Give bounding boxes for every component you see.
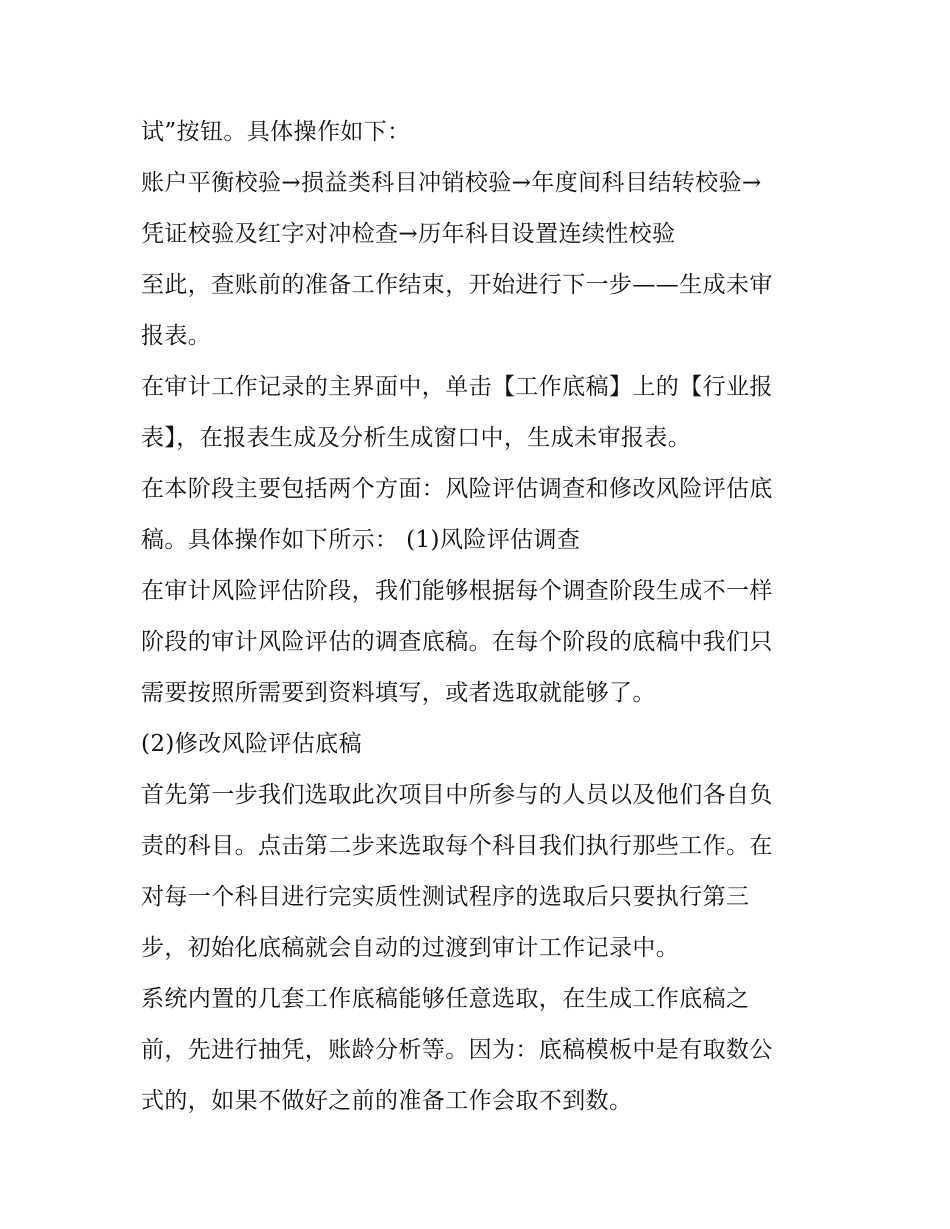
- text-line: 至此，查账前的准备工作结束，开始进行下一步——生成未审: [141, 272, 773, 298]
- text-line: 责的科目。点击第二步来选取每个科目我们执行那些工作。在: [141, 833, 773, 859]
- text-line: 在本阶段主要包括两个方面：风险评估调查和修改风险评估底: [141, 476, 773, 502]
- text-line: 系统内置的几套工作底稿能够任意选取，在生成工作底稿之: [141, 986, 750, 1012]
- text-line: 阶段的审计风险评估的调查底稿。在每个阶段的底稿中我们只: [141, 629, 773, 655]
- text-line: 式的，如果不做好之前的准备工作会取不到数。: [141, 1088, 633, 1114]
- text-line: 报表。: [141, 323, 212, 349]
- body-text: [141, 107, 821, 1127]
- text-line: 前，先进行抽凭，账龄分析等。因为：底稿模板中是有取数公: [141, 1037, 773, 1063]
- text-line: 账户平衡校验→损益类科目冲销校验→年度间科目结转校验→: [141, 170, 762, 196]
- text-line: 需要按照所需要到资料填写，或者选取就能够了。: [141, 680, 656, 706]
- text-line: 表】，在报表生成及分析生成窗口中，生成未审报表。: [141, 425, 692, 451]
- text-line: (2)修改风险评估底稿: [141, 731, 362, 757]
- text-line: 试”按钮。具体操作如下：: [141, 119, 411, 145]
- text-line: 步，初始化底稿就会自动的过渡到审计工作记录中。: [141, 935, 680, 961]
- text-line: 对每一个科目进行完实质性测试程序的选取后只要执行第三: [141, 884, 750, 910]
- text-line: 凭证校验及红字对冲检查→历年科目设置连续性校验: [141, 221, 676, 247]
- text-line: 在审计工作记录的主界面中，单击【工作底稿】上的【行业报: [141, 374, 773, 400]
- text-line: 稿。具体操作如下所示： (1)风险评估调查: [141, 527, 581, 553]
- text-line: 首先第一步我们选取此次项目中所参与的人员以及他们各自负: [141, 782, 773, 808]
- text-line: 在审计风险评估阶段，我们能够根据每个调查阶段生成不一样: [141, 578, 773, 604]
